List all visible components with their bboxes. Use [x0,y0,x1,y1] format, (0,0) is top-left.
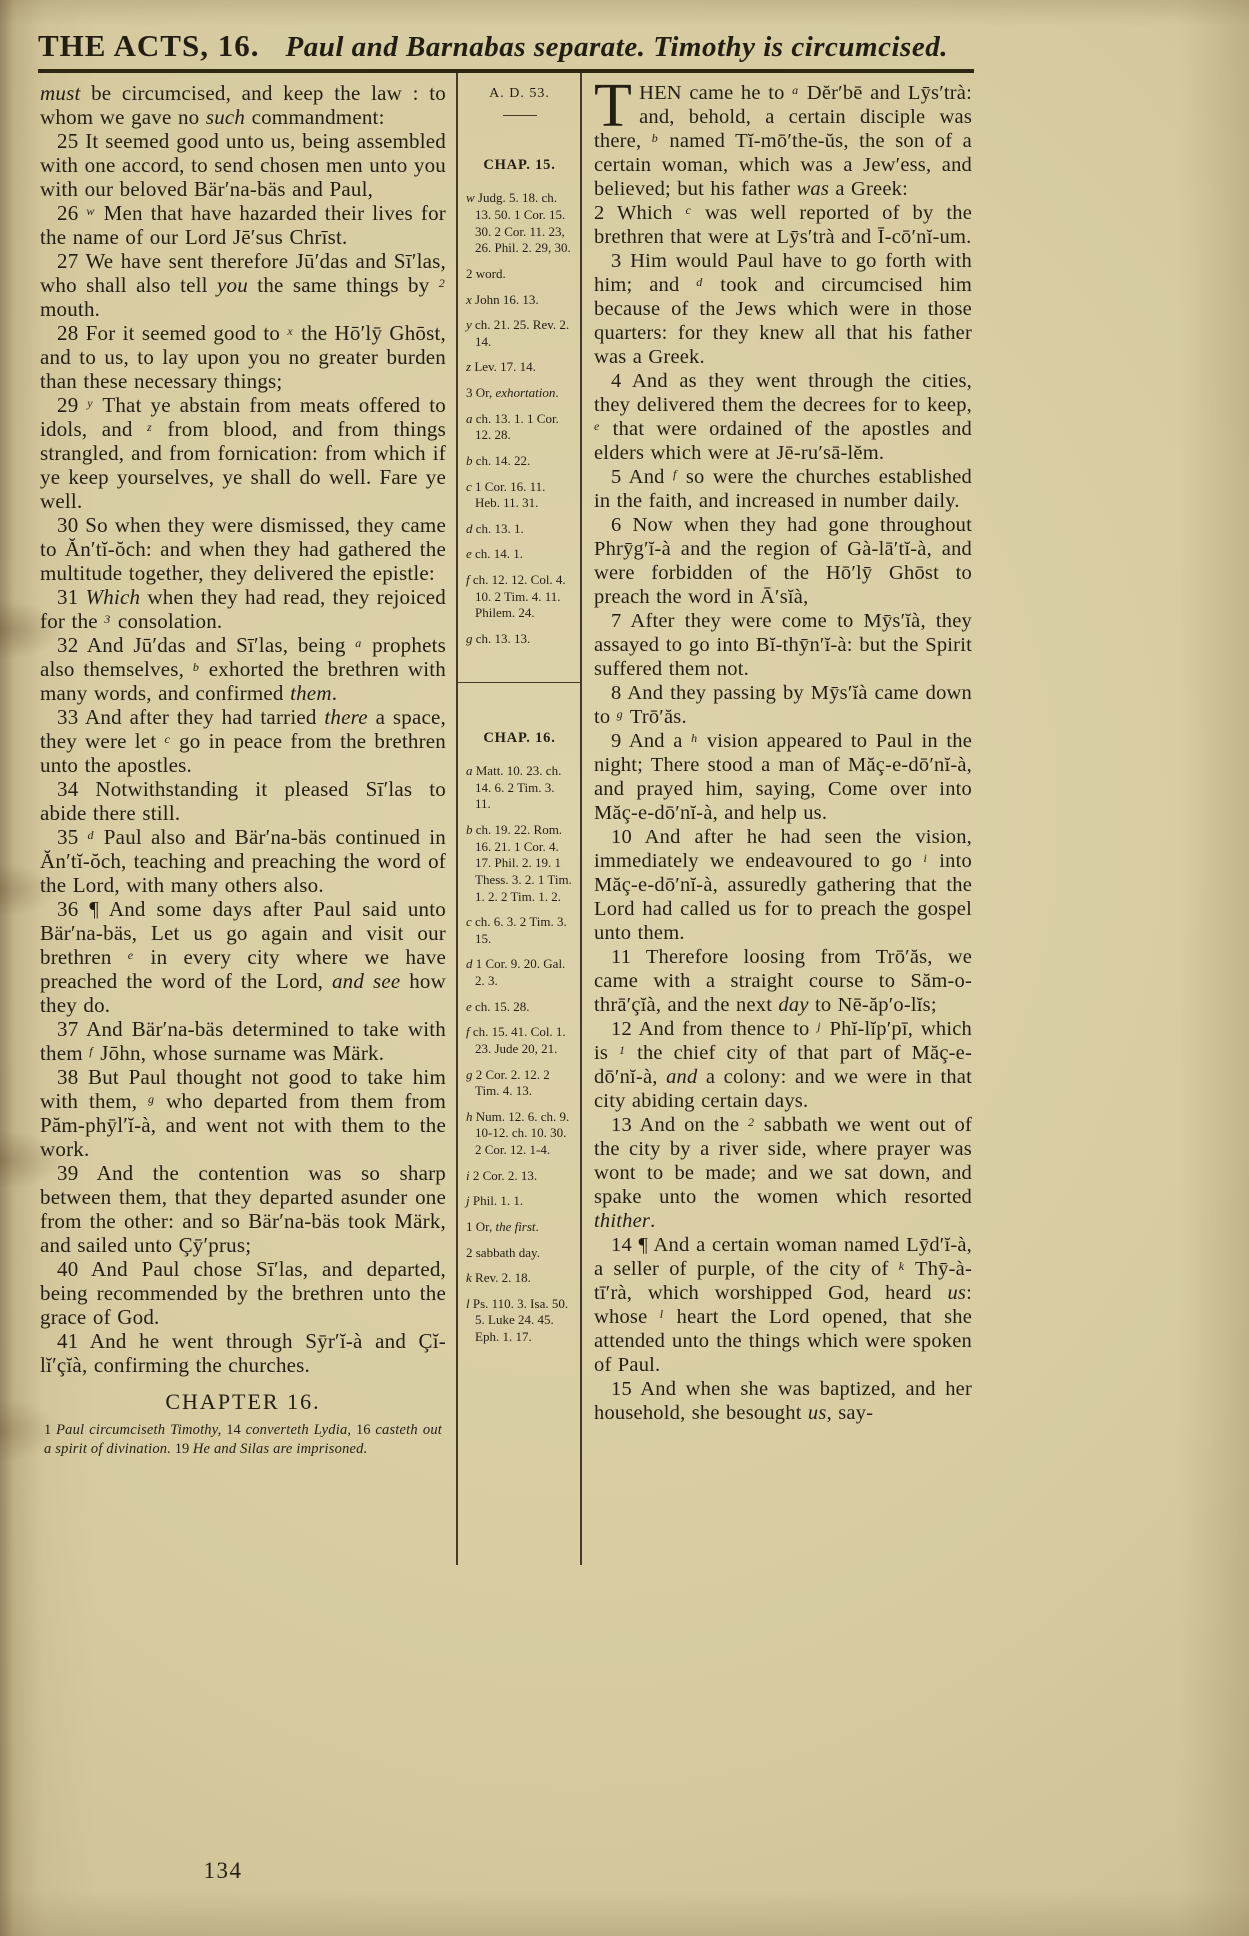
verse: 26 $^w$ Men that have hazarded their lives for the name of our Lord Jē′sus Chrīst. [40,201,446,249]
verse: 40 And Paul chose Sī′las, and departed, being recommended by the brethren unto the grace of God. [40,1257,446,1329]
cross-reference: b ch. 19. 22. Rom. 16. 21. 1 Cor. 4. 17. Phil. 2. 19. 1 Thess. 3. 2. 1 Tim. 1. 2. 2 Tim. 1. 2. [466,822,572,904]
verse: 32 And Jū′das and Sī′las, being $^a$ prophets also themselves, $^b$ exhorted the brethren with many words, and confirmed them. [40,633,447,705]
text-columns [38,73,974,1565]
verse: 12 And from thence to $^j$ Phĭ-lĭp′pī, which is $^1$ the chief city of that part of Măç-e-dō′nĭ-à, and a colony: and we were in that city abiding certain days. [594,1018,972,1112]
anno-domini-label: A. D. 53. [489,86,550,101]
cross-reference: d ch. 13. 1. [466,520,524,536]
chap-16-references [466,729,573,1346]
cross-reference: x John 16. 13. [466,291,539,307]
cross-reference: c ch. 6. 3. 2 Tim. 3. 15. [466,914,567,946]
left-text-column [38,73,456,1565]
verse: 3 Him would Paul have to go forth with him; and $^d$ took and circumcised him because of the Jews which were in those quarters: for they knew all that his father was a Greek. [594,250,972,368]
cross-reference: a ch. 13. 1. 1 Cor. 12. 28. [466,410,559,443]
cross-reference: 2 sabbath day. [466,1244,540,1260]
cross-reference: e ch. 14. 1. [466,546,524,562]
verse: 27 We have sent therefore Jū′das and Sī′las, who shall also tell you the same things by $^2$ mouth. [40,249,446,321]
cross-reference: d 1 Cor. 9. 20. Gal. 2. 3. [466,956,566,988]
verse: 31 Which when they had read, they rejoiced for the $^3$ consolation. [40,585,446,633]
verse: 35 $^d$ Paul also and Bär′na-bäs continued in Ăn′tĭ-ŏch, teaching and preaching the word of the Lord, with many others also. [40,825,446,897]
chap-15-references [466,156,573,648]
running-head [38,28,974,73]
cross-reference: g 2 Cor. 2. 12. 2 Tim. 4. 13. [466,1066,550,1099]
cross-reference: w Judg. 5. 18. ch. 13. 50. 1 Cor. 15. 30. 2 Cor. 11. 23, 26. Phil. 2. 29, 30. [466,190,571,256]
cross-reference: y ch. 21. 25. Rev. 2. 14. [466,317,570,349]
drop-cap-letter: T [594,72,633,140]
chap-15-ref-list [466,190,573,647]
verse: 37 And Bär′na-bäs determined to take with them $^f$ Jōhn, whose surname was Märk. [40,1017,446,1065]
running-head-subtitle: Paul and Barnabas separate. Timothy is circumcised. [285,31,948,63]
verse: 6 Now when they had gone throughout Phrȳg′ĭ-à and the region of Gà-lā′tĭ-à, and were forbidden of the Hō′lȳ Ghōst to preach the word in Ā′sĭà, [594,514,972,608]
cross-reference: z Lev. 17. 14. [466,359,536,375]
cross-reference: k Rev. 2. 18. [466,1270,531,1286]
verse: 34 Notwithstanding it pleased Sī′las to abide there still. [40,777,446,825]
right-text-column [582,73,974,1565]
verse: 4 And as they went through the cities, they delivered them the decrees for to keep, $^e$ that were ordained of the apostles and elders which were at Jē-ru′sā-lĕm. [594,370,972,464]
verse: 5 And $^f$ so were the churches established in the faith, and increased in number daily. [594,466,972,512]
chap-16-ref-list [466,763,573,1346]
verse: 15 And when she was baptized, and her household, she besought us, say- [594,1378,972,1424]
chapter-16-heading: CHAPTER 16. [165,1389,321,1414]
margin-reference-column [456,73,582,1565]
verse: 25 It seemed good unto us, being assembled with one accord, to send chosen men unto you with our beloved Bär′na-bäs and Paul, [40,129,446,201]
verse: 10 And after he had seen the vision, immediately we endeavoured to go $^i$ into Măç-e-dō′nĭ-à, assuredly gathering that the Lord had called us for to preach the gospel unto them. [594,826,972,944]
chap-16-heading: CHAP. 16. [483,729,556,746]
cross-reference: f ch. 15. 41. Col. 1. 23. Jude 20, 21. [466,1024,566,1056]
cross-reference: h Num. 12. 6. ch. 9. 10-12. ch. 10. 30. 2 Cor. 12. 1-4. [466,1108,570,1157]
verse: 8 And they passing by Mȳs′ĭà came down to $^g$ Trō′ăs. [594,682,972,728]
verse: 41 And he went through Sȳr′ĭ-à and Çĭ-lĭ′çĭà, confirming the churches. [40,1329,446,1377]
cross-reference: e ch. 15. 28. [466,998,530,1014]
verse: 30 So when they were dismissed, they came to Ăn′tĭ-ŏch: and when they had gathered the multitude together, they delivered the epistle: [40,513,446,585]
cross-reference: a Matt. 10. 23. ch. 14. 6. 2 Tim. 3. 11. [466,763,562,812]
page-content [38,28,974,1565]
cross-reference: f ch. 12. 12. Col. 4. 10. 2 Tim. 4. 11. Philem. 24. [466,572,566,621]
verse: 14 ¶ And a certain woman named Lȳd′ĭ-à, a seller of purple, of the city of $^k$ Thȳ-à-tī′rà, which worshipped God, heard us: whose $^l$ heart the Lord opened, that she attended unto the things which were spoken of Paul. [594,1234,972,1376]
page-number: 134 [203,1858,243,1883]
cross-reference: 2 word. [466,265,506,281]
divider-rule [503,115,537,116]
cross-reference: 3 Or, exhortation. [466,385,559,401]
chap-15-heading: CHAP. 15. [483,156,556,173]
verse: 2 Which $^c$ was well reported of by the brethren that were at Lȳs′trà and Ī-cō′nĭ-um. [594,202,973,248]
book-title: THE ACTS, 16. [38,28,260,63]
verse: 38 But Paul thought not good to take him with them, $^g$ who departed from them from Păm-phȳl′ĭ-à, and went not with them to the work. [40,1065,446,1161]
verse-with-drop-cap [594,72,972,201]
verse: 28 For it seemed good to $^x$ the Hō′lȳ Ghōst, and to us, to lay upon you no greater burden than these necessary things; [40,321,446,393]
verse-text: HEN came he to $^a$ Dĕr′bē and Lȳs′trà: and, behold, a certain disciple was there, $^b$ named Tĭ-mō′the-ŭs, the son of a certain woman, which was a Jew′ess, and believed; but his father was a Greek: [594,82,972,200]
verse: 13 And on the $^2$ sabbath we went out of the city by a river side, where prayer was wont to be made; and we sat down, and spake unto the women which resorted thither. [594,1114,972,1232]
verse: 11 Therefore loosing from Trō′ăs, we came with a straight course to Săm-o-thrā′çĭà, and the next day to Nē-ăp′o-lĭs; [594,946,972,1016]
verse: 29 $^y$ That ye abstain from meats offered to idols, and $^z$ from blood, and from things strangled, and from fornication: from which if ye keep yourselves, ye shall do well. Fare ye well. [40,393,447,513]
verse: 33 And after they had tarried there a space, they were let $^c$ go in peace from the brethren unto the apostles. [40,705,446,777]
cross-reference: l Ps. 110. 3. Isa. 50. 5. Luke 24. 45. Eph. 1. 17. [466,1295,569,1344]
cross-reference: c 1 Cor. 16. 11. Heb. 11. 31. [466,478,546,511]
verse: 7 After they were come to Mȳs′ĭà, they assayed to go into Bĭ-thȳn′ĭ-à: but the Spirit suffered them not. [594,610,972,680]
section-divider-rule [458,682,580,683]
right-verses [594,72,973,1425]
cross-reference: 1 Or, the first. [466,1218,539,1234]
verse: 9 And a $^h$ vision appeared to Paul in the night; There stood a man of Măç-e-dō′nĭ-à, and prayed him, saying, Come over into Măç-e-dō′nĭ-à, and help us. [594,730,972,824]
left-verses [40,81,446,1377]
verse: must be circumcised, and keep the law : to whom we gave no such commandment: [40,81,446,129]
cross-reference: j Phil. 1. 1. [466,1193,524,1209]
right-verse-list [594,201,972,1425]
cross-reference: b ch. 14. 22. [466,452,531,468]
verse: 36 ¶ And some days after Paul said unto Bär′na-bäs, Let us go again and visit our brethren $^e$ in every city where we have preached the word of the Lord, and see how they do. [40,897,447,1017]
cross-reference: g ch. 13. 13. [466,630,531,646]
chapter-16-summary: 1 Paul circumciseth Timothy, 14 converteth Lydia, 16 casteth out a spirit of divination. 19 He and Silas are imprisoned. [44,1422,442,1457]
verse: 39 And the contention was so sharp between them, that they departed asunder one from the other: and so Bär′na-bäs took Märk, and sailed unto Çȳ′prus; [40,1161,446,1257]
cross-reference: i 2 Cor. 2. 13. [466,1167,538,1183]
